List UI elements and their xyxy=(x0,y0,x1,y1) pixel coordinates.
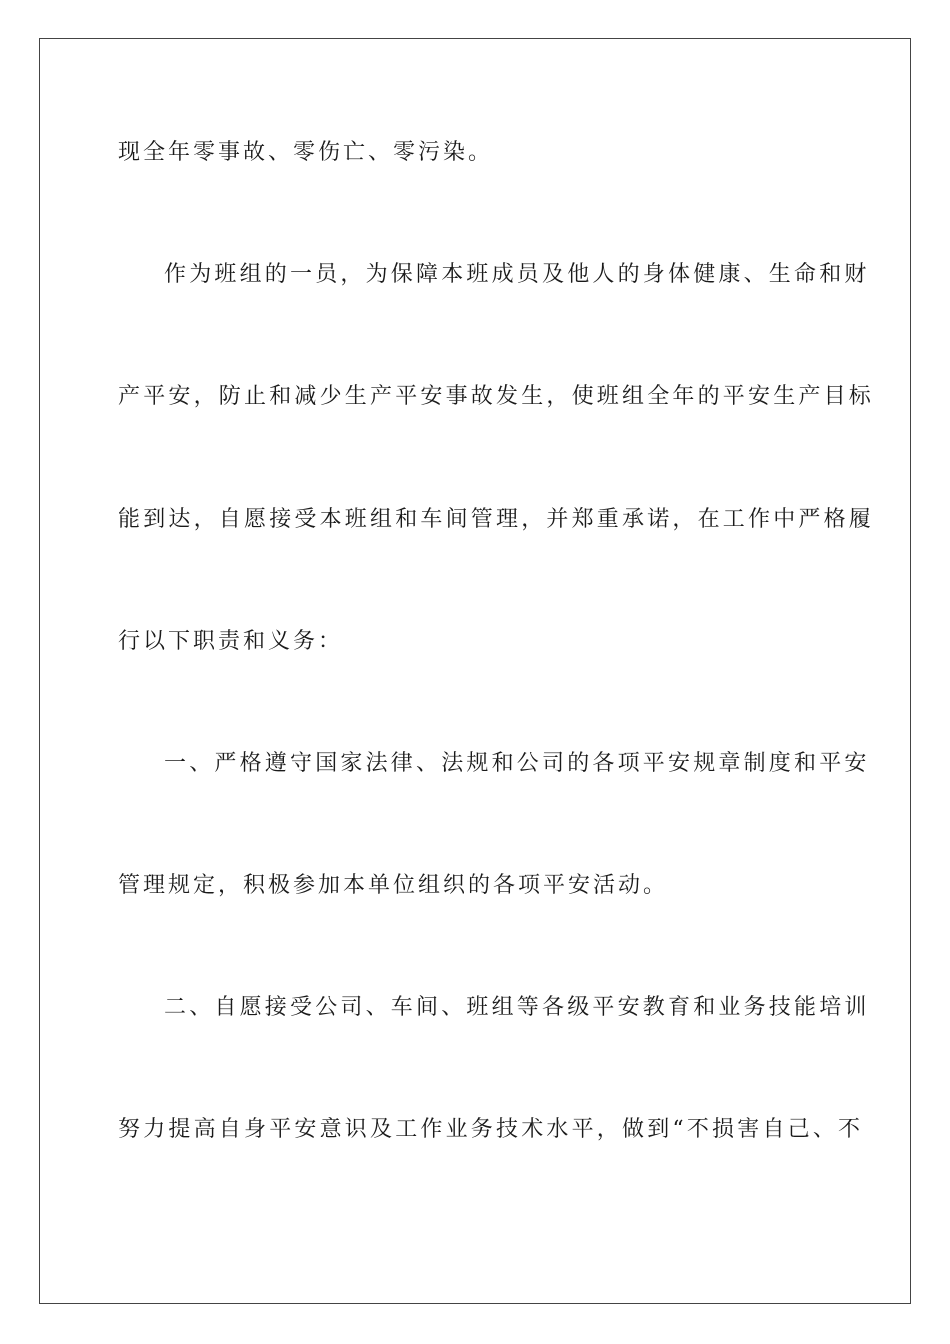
text-line-7: 管理规定，积极参加本单位组织的各项平安活动。 xyxy=(118,873,669,898)
text-line-2: 作为班组的一员，为保障本班成员及他人的身体健康、生命和财 xyxy=(164,262,870,287)
text-line-4: 能到达，自愿接受本班组和车间管理，并郑重承诺，在工作中严格履 xyxy=(118,507,875,532)
text-line-1: 现全年零事故、零伤亡、零污染。 xyxy=(118,140,494,165)
text-line-5: 行以下职责和义务： xyxy=(118,629,344,654)
page-border xyxy=(39,38,911,1304)
text-line-3: 产平安，防止和减少生产平安事故发生，使班组全年的平安生产目标 xyxy=(118,384,875,409)
text-line-8: 二、自愿接受公司、车间、班组等各级平安教育和业务技能培训 xyxy=(164,995,870,1020)
text-line-6: 一、严格遵守国家法律、法规和公司的各项平安规章制度和平安 xyxy=(164,751,870,776)
text-line-9: 努力提高自身平安意识及工作业务技术水平，做到“不损害自己、不 xyxy=(118,1117,864,1142)
